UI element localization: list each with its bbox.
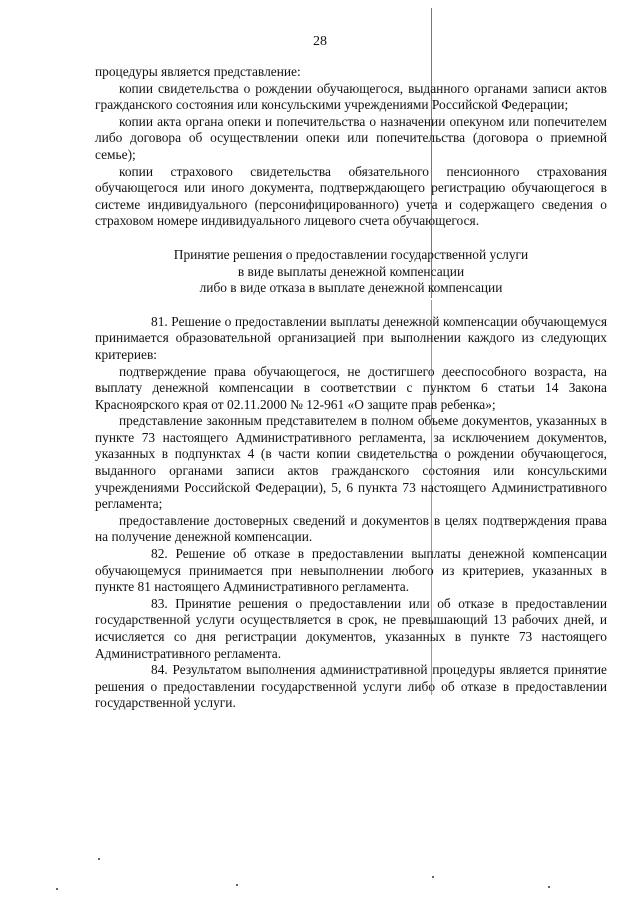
paragraph: представление законным представителем в полном объеме документов, указанных в пункте 73 настоящего Административного регламента, за исключением документов, указанных в подпунктах 4 (в части копии свидетельства о рождении обучающегося, выданного органами записи актов гражданского состояния или консульскими учреждениями Российской Федерации), 5, 6 пункта 73 настоящего Административного регламента; — [95, 413, 607, 512]
paragraph-82: 82. Решение об отказе в предоставлении выплаты денежной компенсации обучающемуся принимается при невыполнении любого из критериев, указанных в пункте 81 настоящего Административного регламента. — [95, 546, 607, 595]
paragraph: копии свидетельства о рождении обучающегося, выданного органами записи актов гражданского состояния или консульскими учреждениями Российской Федерации; — [95, 80, 607, 113]
paragraph: копии страхового свидетельства обязательного пенсионного страхования обучающегося или иного документа, подтверждающего регистрацию обучающегося в системе индивидуального (персонифицированного) учета и содержащего сведения о страховом номере индивидуального лицевого счета обучающегося. — [95, 163, 607, 229]
paragraph: процедуры является представление: — [95, 64, 301, 79]
section-heading — [95, 247, 607, 297]
scan-speck — [56, 888, 58, 890]
scan-speck — [548, 886, 550, 888]
paragraph-84: 84. Результатом выполнения административной процедуры является принятие решения о предоставлении государственной услуги либо об отказе в предоставлении государственной услуги. — [95, 662, 607, 711]
scan-speck — [98, 858, 100, 860]
scan-speck — [432, 876, 434, 878]
heading-line: Принятие решения о предоставлении государственной услуги — [173, 246, 529, 262]
scan-speck — [236, 884, 238, 886]
heading-line: либо в виде отказа в выплате денежной компенсации — [199, 280, 503, 296]
paragraph: предоставление достоверных сведений и документов в целях подтверждения права на получение денежной компенсации. — [95, 512, 607, 545]
paragraph-83: 83. Принятие решения о предоставлении или об отказе в предоставлении государственной услуги осуществляется в срок, не превышающий 13 рабочих дней, и исчисляется со дня регистрации документов, указанных в пункте 73 настоящего Административного регламента. — [95, 595, 607, 661]
paragraph: подтверждение права обучающегося, не достигшего дееспособного возраста, на выплату денежной компенсации в соответствии с пунктом 6 статьи 14 Закона Красноярского края от 02.11.2000 № 12-961 «О защите прав ребенка»; — [95, 363, 607, 412]
page-number: 28 — [313, 34, 327, 49]
document-body — [95, 64, 607, 712]
heading-line: в виде выплаты денежной компенсации — [237, 263, 465, 279]
paragraph-81: 81. Решение о предоставлении выплаты денежной компенсации обучающемуся принимается образовательной организацией при выполнении каждого из следующих критериев: — [95, 313, 607, 362]
paragraph: копии акта органа опеки и попечительства о назначении опекуном или попечителем либо договора об осуществлении опеки или попечительства (договора о приемной семье); — [95, 113, 607, 162]
